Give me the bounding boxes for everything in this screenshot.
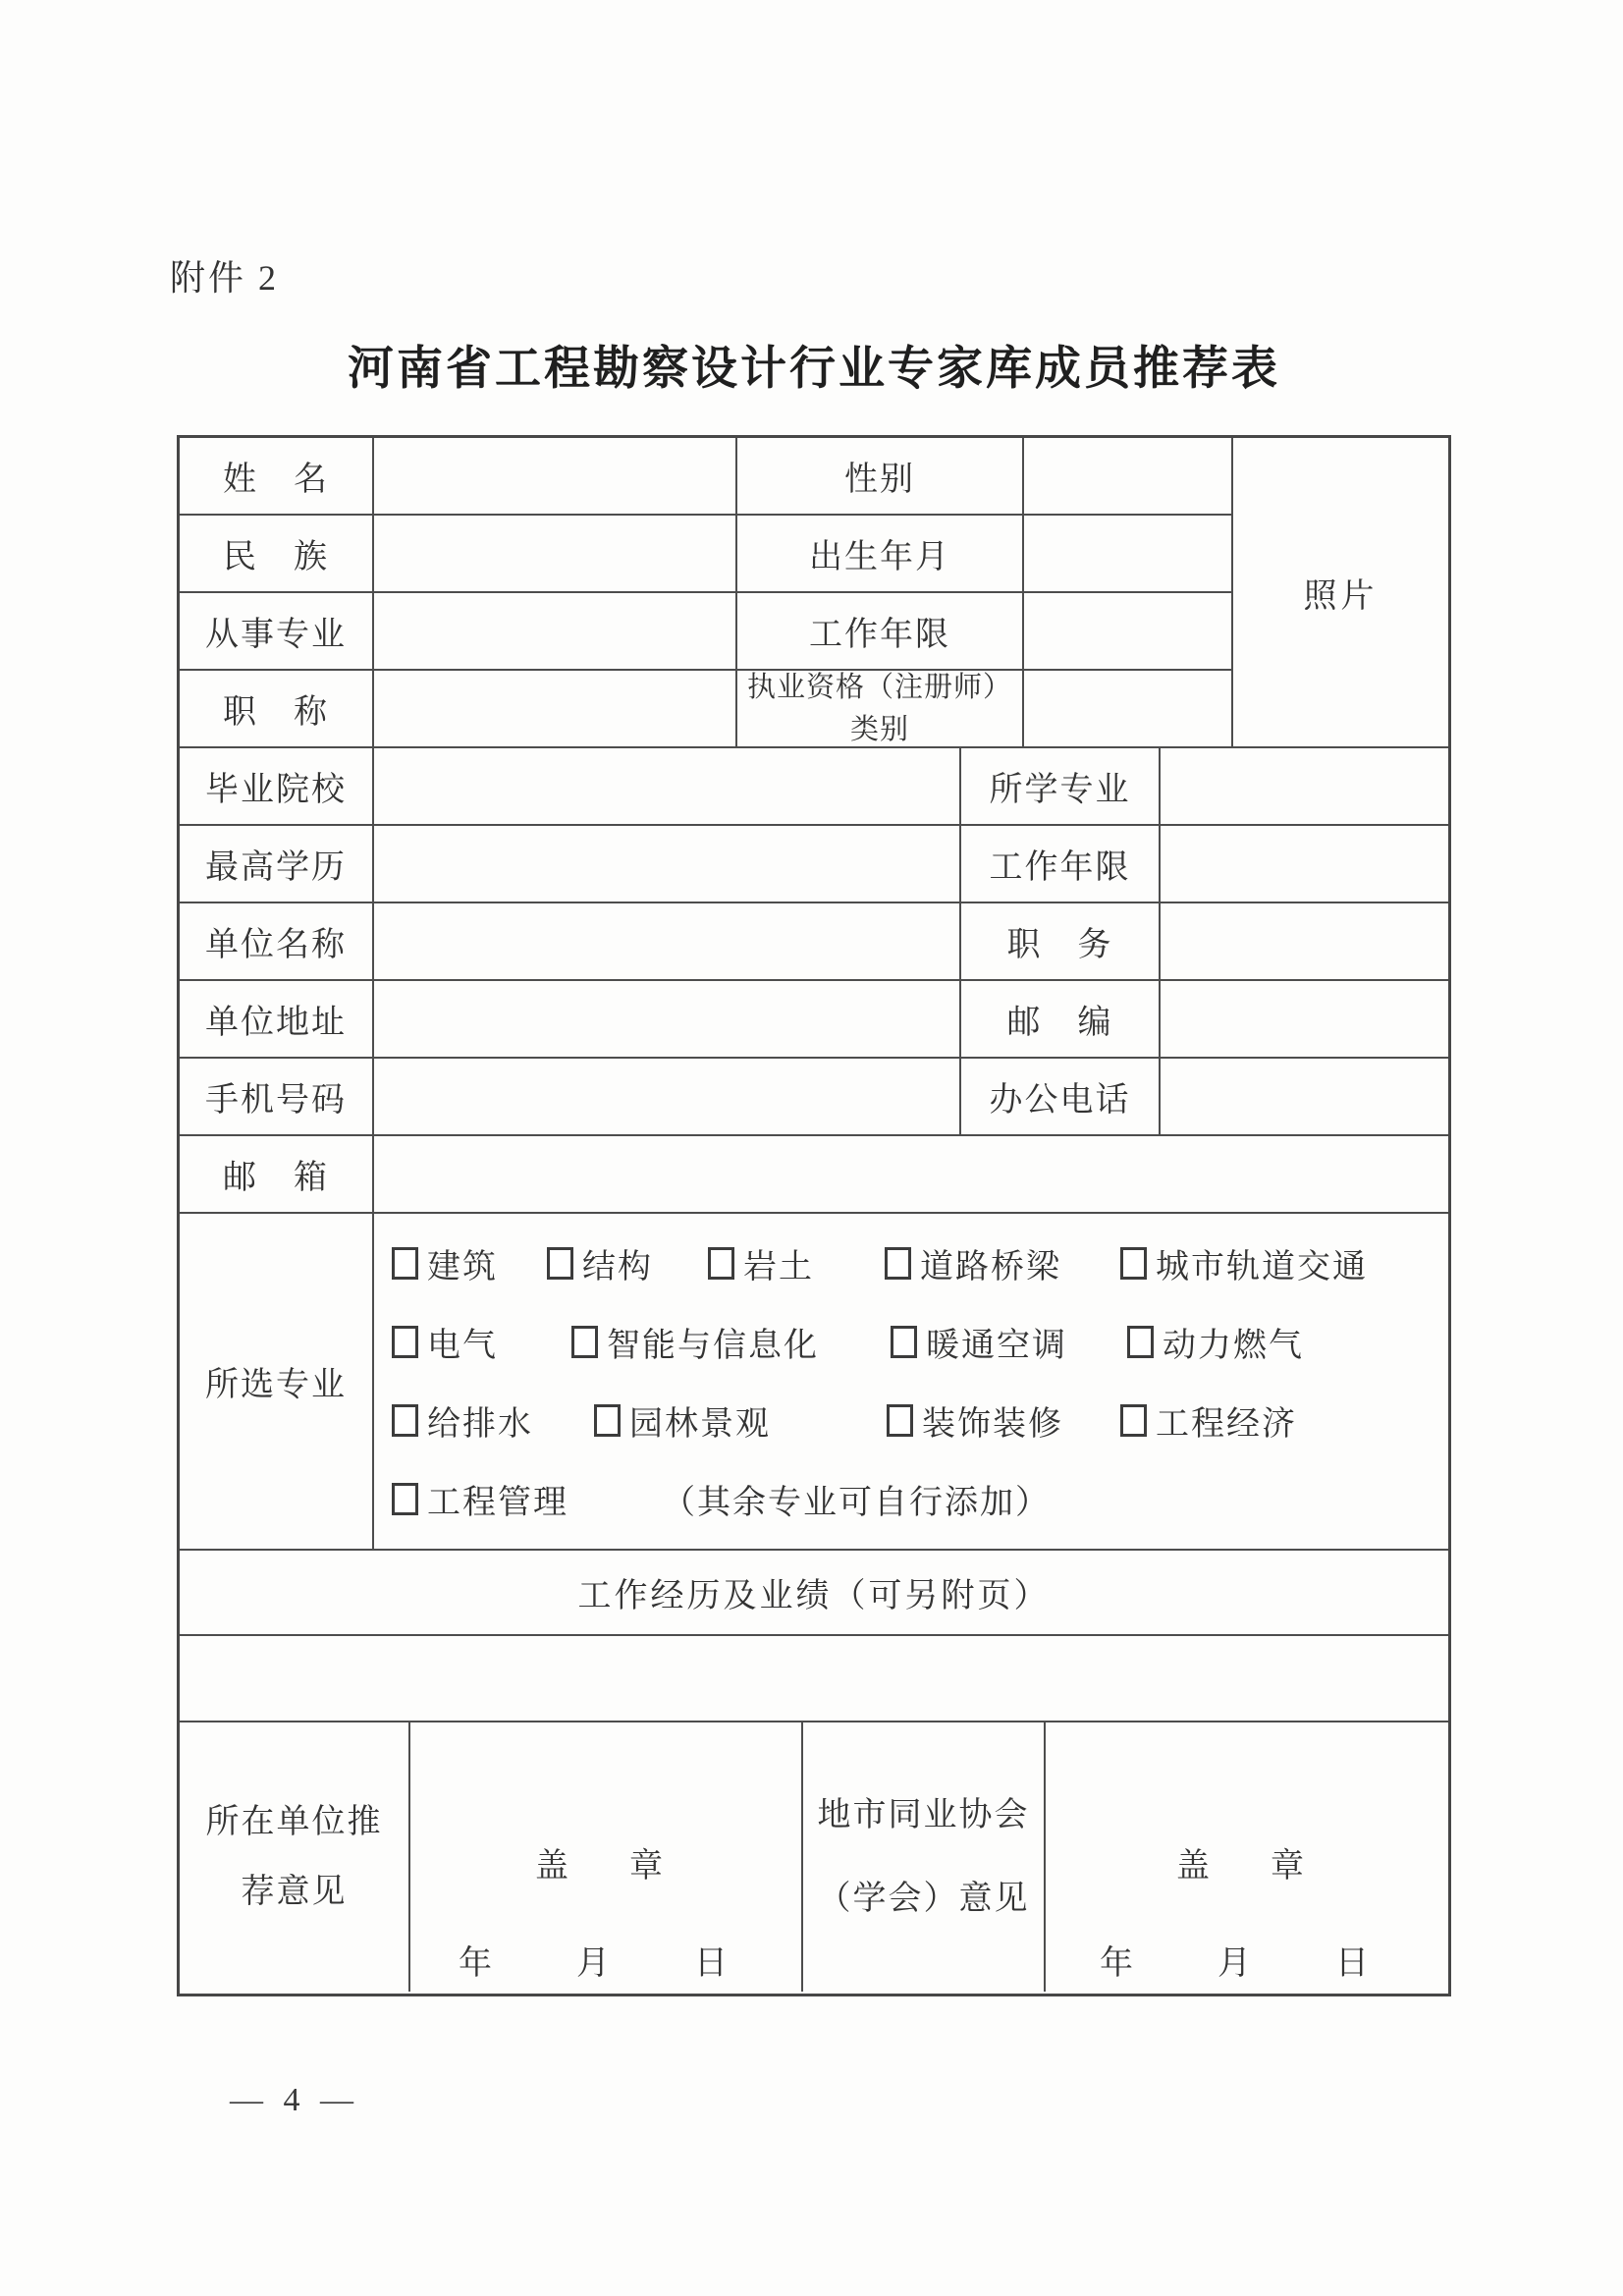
checkbox-item-landscape[interactable]: 园林景观 <box>594 1396 771 1445</box>
postal-code-value-cell[interactable] <box>1161 981 1448 1059</box>
checkbox-icon <box>594 1404 621 1437</box>
work-experience-header: 工作经历及业绩（可另附页） <box>180 1551 1448 1636</box>
form-title: 河南省工程勘察设计行业专家库成员推荐表 <box>348 344 1280 395</box>
major-studied-label-cell: 所学专业 <box>961 748 1161 826</box>
majors-line-4 <box>392 1475 1448 1523</box>
qualification-label-cell: 执业资格（注册师）类别 <box>737 671 1024 748</box>
unit-stamp-cell[interactable] <box>410 1722 803 1992</box>
profession-value-cell[interactable] <box>374 593 737 671</box>
majors-note: （其余专业可自行添加） <box>662 1485 1051 1522</box>
majors-line-2 <box>392 1318 1448 1366</box>
table-row <box>180 826 1448 903</box>
majors-line-3 <box>392 1396 1448 1445</box>
ethnicity-label-cell: 民 族 <box>180 516 374 593</box>
selected-majors-label-cell: 所选专业 <box>180 1214 374 1551</box>
table-row <box>180 981 1448 1059</box>
name-label-cell: 姓 名 <box>180 438 374 516</box>
checkbox-item-intelligence-informatization[interactable]: 智能与信息化 <box>571 1318 819 1366</box>
postal-code-label-cell: 邮 编 <box>961 981 1161 1059</box>
selected-majors-options <box>374 1214 1448 1551</box>
employer-address-label-cell: 单位地址 <box>180 981 374 1059</box>
work-years2-value-cell[interactable] <box>1161 826 1448 903</box>
recommendation-form-table <box>177 435 1451 1996</box>
checkbox-icon <box>392 1404 418 1437</box>
birthdate-label-cell: 出生年月 <box>737 516 1024 593</box>
basic-info-rows <box>180 438 1233 748</box>
signoff-section <box>180 1722 1448 1992</box>
association-opinion-label: 地市同业协会（学会）意见 <box>817 1797 1030 1917</box>
work-experience-header-row <box>180 1551 1448 1636</box>
education-label-cell: 最高学历 <box>180 826 374 903</box>
checkbox-icon <box>885 1247 911 1280</box>
checkbox-item-urban-rail[interactable]: 城市轨道交通 <box>1120 1239 1368 1287</box>
photo-cell: 照片 <box>1233 438 1448 748</box>
table-row <box>180 438 1233 516</box>
majors-line-1 <box>392 1239 1448 1287</box>
checkbox-icon <box>547 1247 573 1280</box>
checkbox-icon <box>392 1326 418 1358</box>
position-label-cell: 职 务 <box>961 903 1161 981</box>
checkbox-icon <box>1120 1404 1147 1437</box>
employer-name-value-cell[interactable] <box>374 903 961 981</box>
checkbox-item-engineering-economics[interactable]: 工程经济 <box>1120 1396 1297 1445</box>
office-phone-value-cell[interactable] <box>1161 1059 1448 1136</box>
email-value-cell[interactable] <box>374 1136 1448 1214</box>
association-stamp-cell[interactable] <box>1046 1722 1448 1992</box>
table-row <box>180 516 1233 593</box>
checkbox-icon <box>1127 1326 1154 1358</box>
employer-name-label-cell: 单位名称 <box>180 903 374 981</box>
mobile-label-cell: 手机号码 <box>180 1059 374 1136</box>
job-title-value-cell[interactable] <box>374 671 737 748</box>
table-row <box>180 593 1233 671</box>
checkbox-item-structure[interactable]: 结构 <box>547 1239 653 1287</box>
ethnicity-value-cell[interactable] <box>374 516 737 593</box>
checkbox-item-power-gas[interactable]: 动力燃气 <box>1127 1318 1304 1366</box>
checkbox-item-road-bridge[interactable]: 道路桥梁 <box>885 1239 1061 1287</box>
work-years2-label-cell: 工作年限 <box>961 826 1161 903</box>
birthdate-value-cell[interactable] <box>1024 516 1233 593</box>
email-row <box>180 1136 1448 1214</box>
stamp-label: 盖 章 <box>535 1848 676 1885</box>
date-label: 年 月 日 <box>1100 1945 1394 1982</box>
profession-label-cell: 从事专业 <box>180 593 374 671</box>
gender-label-cell: 性别 <box>737 438 1024 516</box>
name-value-cell[interactable] <box>374 438 737 516</box>
checkbox-item-geotechnical[interactable]: 岩土 <box>708 1239 814 1287</box>
job-title-label-cell: 职 称 <box>180 671 374 748</box>
school-label-cell: 毕业院校 <box>180 748 374 826</box>
checkbox-item-electrical[interactable]: 电气 <box>392 1318 498 1366</box>
work-years-label-cell: 工作年限 <box>737 593 1024 671</box>
checkbox-item-decoration[interactable]: 装饰装修 <box>887 1396 1063 1445</box>
table-row <box>180 671 1233 748</box>
stamp-label: 盖 章 <box>1176 1848 1318 1885</box>
selected-majors-row <box>180 1214 1448 1551</box>
unit-opinion-label-cell <box>180 1722 410 1992</box>
gender-value-cell[interactable] <box>1024 438 1233 516</box>
qualification-value-cell[interactable] <box>1024 671 1233 748</box>
major-studied-value-cell[interactable] <box>1161 748 1448 826</box>
page-number: — 4 — <box>230 2082 359 2118</box>
mobile-value-cell[interactable] <box>374 1059 961 1136</box>
detail-info-section <box>180 748 1448 1136</box>
checkbox-icon <box>392 1247 418 1280</box>
table-row <box>180 1059 1448 1136</box>
checkbox-icon <box>1120 1247 1147 1280</box>
checkbox-icon <box>571 1326 598 1358</box>
date-label: 年 月 日 <box>459 1945 753 1982</box>
school-value-cell[interactable] <box>374 748 961 826</box>
checkbox-item-engineering-management[interactable]: 工程管理 <box>392 1475 568 1523</box>
attachment-label: 附件 2 <box>170 258 280 298</box>
education-value-cell[interactable] <box>374 826 961 903</box>
checkbox-icon <box>392 1483 418 1515</box>
table-row <box>180 903 1448 981</box>
work-experience-content-row <box>180 1636 1448 1722</box>
checkbox-item-architecture[interactable]: 建筑 <box>392 1239 498 1287</box>
checkbox-icon <box>708 1247 734 1280</box>
checkbox-icon <box>891 1326 917 1358</box>
email-label-cell: 邮 箱 <box>180 1136 374 1214</box>
checkbox-item-water-supply[interactable]: 给排水 <box>392 1396 533 1445</box>
office-phone-label-cell: 办公电话 <box>961 1059 1161 1136</box>
unit-opinion-label: 所在单位推荐意见 <box>205 1804 383 1910</box>
employer-address-value-cell[interactable] <box>374 981 961 1059</box>
basic-info-section <box>180 438 1448 748</box>
checkbox-item-hvac[interactable]: 暖通空调 <box>891 1318 1067 1366</box>
association-opinion-label-cell <box>803 1722 1046 1992</box>
position-value-cell[interactable] <box>1161 903 1448 981</box>
work-years-value-cell[interactable] <box>1024 593 1233 671</box>
table-row <box>180 748 1448 826</box>
work-experience-content-cell[interactable] <box>180 1636 1448 1722</box>
checkbox-icon <box>887 1404 913 1437</box>
